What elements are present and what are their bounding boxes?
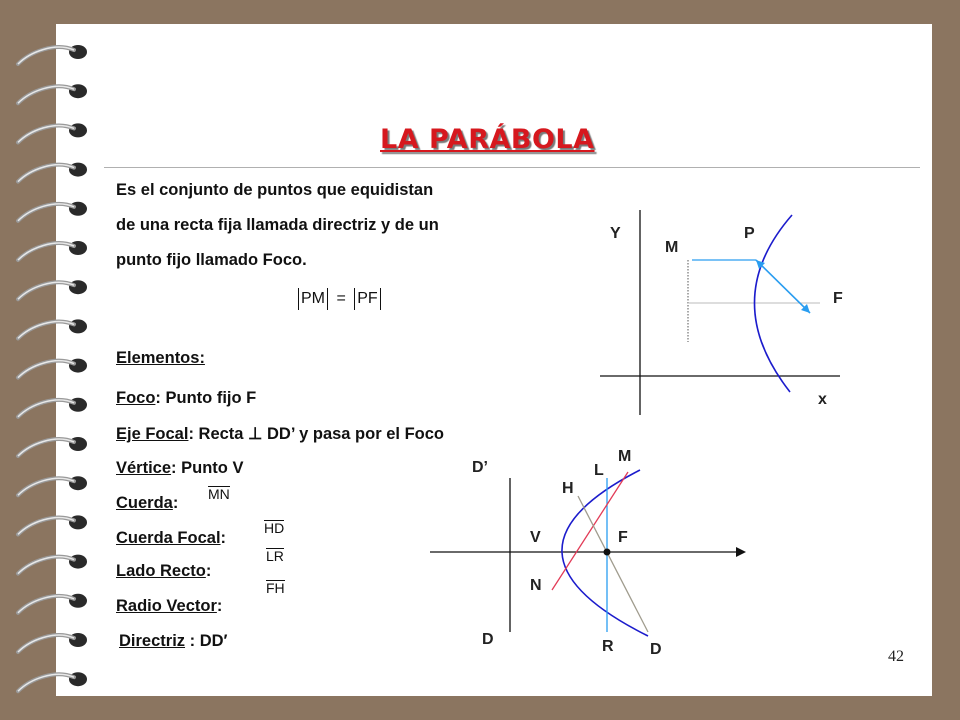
element-label: Vértice <box>116 459 172 477</box>
label-p: P <box>744 225 755 242</box>
label-v: V <box>530 529 541 546</box>
label-m2: M <box>618 448 632 465</box>
label-x: x <box>818 391 827 408</box>
page-number: 42 <box>888 648 904 665</box>
element-label: Eje Focal <box>116 425 189 443</box>
element-text: : Punto fijo F <box>155 389 257 407</box>
element-label: Radio Vector <box>116 597 217 615</box>
element-text: : Recta ⊥ DD’ y pasa por el Foco <box>188 425 444 443</box>
formula-equals: = <box>336 290 346 307</box>
element-label: Foco <box>116 389 156 407</box>
label-d-prime: D’ <box>472 459 488 476</box>
definition-line-2: de una recta fija llamada directriz y de un <box>116 216 439 234</box>
element-label: Cuerda Focal <box>116 529 221 547</box>
element-text: : DD′ <box>185 632 228 650</box>
cuerda-focal-line <box>578 496 648 632</box>
formula-pf: PF <box>354 288 380 310</box>
slide-title: LA PARÁBOLA <box>380 124 595 155</box>
label-d2: D <box>650 641 662 658</box>
label-y: Y <box>610 225 621 242</box>
element-text: : <box>220 529 227 547</box>
label-f: F <box>833 290 843 307</box>
formula-pm: PM <box>298 288 328 310</box>
element-text: : <box>205 562 212 580</box>
element-text: : <box>172 494 179 512</box>
label-r: R <box>602 638 614 655</box>
segment-lr: LR <box>266 548 284 564</box>
segment-fh: FH <box>266 580 285 596</box>
label-m: M <box>665 239 679 256</box>
elements-heading: Elementos: <box>116 349 205 367</box>
definition-line-3: punto fijo llamado Foco. <box>116 251 307 269</box>
axis-arrowhead <box>736 547 746 557</box>
element-text: : Punto V <box>171 459 244 477</box>
element-label: Lado Recto <box>116 562 206 580</box>
label-h: H <box>562 480 574 497</box>
label-f2: F <box>618 529 628 546</box>
label-n: N <box>530 577 542 594</box>
segment-mn: MN <box>208 486 230 502</box>
definition-line-1: Es el conjunto de puntos que equidistan <box>116 181 434 199</box>
label-d: D <box>482 631 494 648</box>
element-text: : <box>216 597 223 615</box>
label-l: L <box>594 462 604 479</box>
element-label: Cuerda <box>116 494 173 512</box>
element-label: Directriz <box>119 632 186 650</box>
segment-hd: HD <box>264 520 285 536</box>
focus-point <box>604 549 611 556</box>
